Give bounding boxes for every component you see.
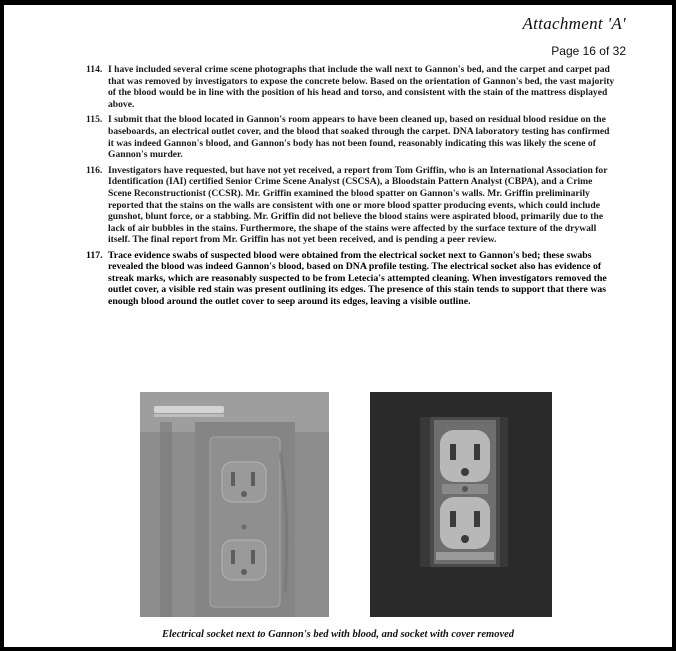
- frame-top-border: [0, 0, 676, 5]
- photo-caption: Electrical socket next to Gannon's bed with blood, and socket with cover removed: [161, 629, 515, 640]
- paragraph-number: 114.: [86, 64, 103, 75]
- paragraph-number: 115.: [86, 114, 103, 126]
- paragraph-115: [86, 114, 616, 160]
- frame-right-border: [672, 0, 676, 651]
- paragraph-text: Investigators have requested, but have not yet received, a report from Tom Griffin, who is an International Association for Identification (IAI) certified Senior Crime Scene Analyst (CSCSA), a Bloodstain Pattern Analyst (CBPA), and a Crime Scene Reconstructionist (CCSR). Mr. Griffin examined the blood spatter on Gannon's walls. Mr. Griffin preliminarily reported that the stains on the walls are consistent with one or more blood spatter producing events, which could include gunshot, blunt force, or a stabbing. Mr. Griffin did not believe the blood stains were aspirated blood, primarily due to the lack of air bubbles in the stains. Furthermore, the shape of the stains were affected by the surface texture of the drywall itself. The final report from Mr. Griffin has not yet been received, and is pending a peer review.: [108, 164, 608, 246]
- photo-outlet-with-cover: [140, 392, 329, 617]
- attachment-label: Attachment 'A': [522, 14, 626, 33]
- page-number: Page 16 of 32: [551, 44, 626, 58]
- document-body: [86, 64, 616, 311]
- paragraph-117: [86, 250, 616, 308]
- paragraph-number: 116.: [86, 164, 103, 176]
- paragraph-number: 117.: [86, 249, 103, 261]
- frame-left-border: [0, 0, 4, 651]
- outlet-removed-image: [370, 392, 552, 617]
- paragraph-text: I have included several crime scene photographs that include the wall next to Gannon's bed, and the carpet and carpet pad that was removed by investigators to expose the concrete below. Based on the orientation of Gannon's bed, the vast majority of the blood would be in line with the position of his head and torso, and consistent with the stain of the mattress displayed above.: [108, 64, 615, 110]
- paragraph-116: [86, 165, 616, 246]
- outlet-cover-image: [140, 392, 329, 617]
- paragraph-114: [86, 64, 616, 110]
- frame-bottom-border: [0, 647, 676, 651]
- photo-outlet-cover-removed: [370, 392, 552, 617]
- paragraph-text: Trace evidence swabs of suspected blood were obtained from the electrical socket next to Gannon's bed; these swabs revealed the blood was indeed Gannon's blood, based on DNA profile testing. The electrical socket also has evidence of streak marks, which are reasonably suspected to be from Letecia's attempted cleaning. When investigators removed the outlet cover, a visible red stain was present outlining its edges. The presence of this stain tends to support that there was enough blood around the outlet cover to seep around its edges, leaving a visible outline.: [108, 249, 607, 307]
- paragraph-text: I submit that the blood located in Gannon's room appears to have been cleaned up, based on residual blood residue on the baseboards, an electrical outlet cover, and the blood that soaked through the carpet. DNA laboratory testing has confirmed it was indeed Gannon's blood, and Gannon's body has not been found, reasonably indicating this was likely the scene of Gannon's murder.: [108, 114, 610, 161]
